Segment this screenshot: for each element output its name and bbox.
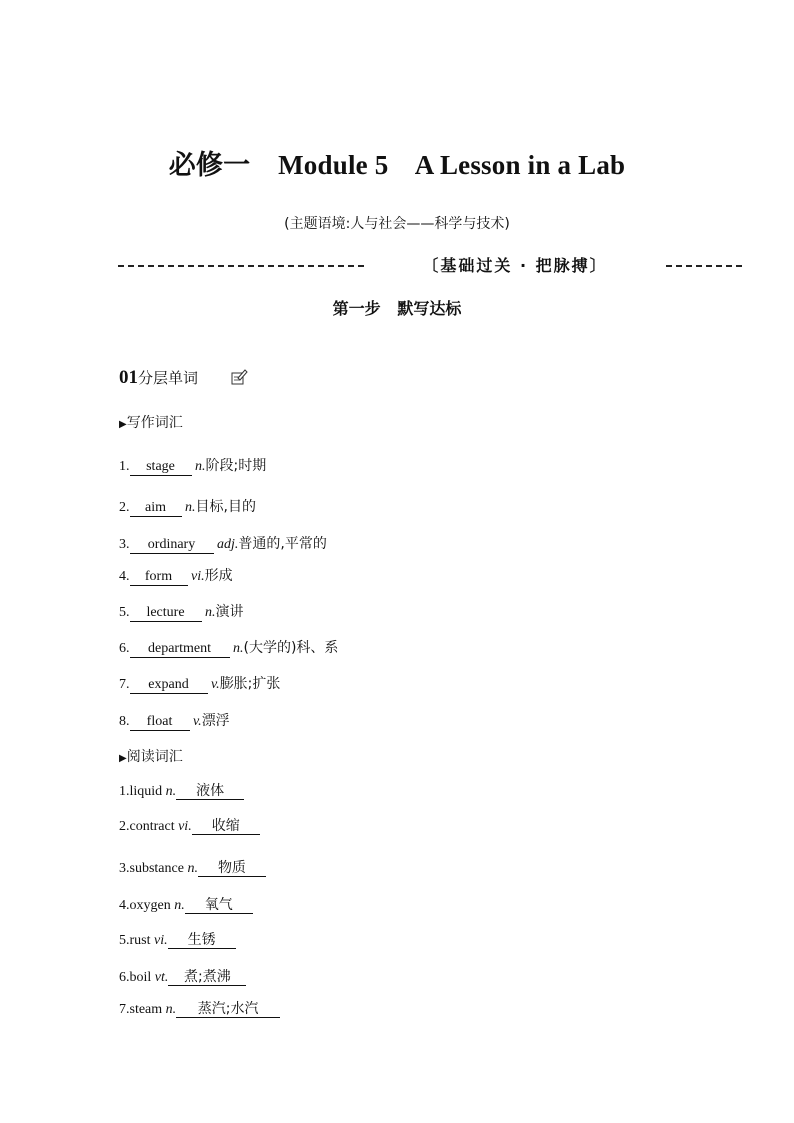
item-number: 7. <box>119 1002 130 1017</box>
reading-heading-label: 阅读词汇 <box>126 749 183 765</box>
reading-item <box>119 969 246 986</box>
meaning: 目标,目的 <box>195 499 256 515</box>
answer-blank[interactable]: aim <box>130 500 182 517</box>
title-part1: 必修一 <box>168 150 251 180</box>
writing-heading-label: 写作词汇 <box>126 415 183 431</box>
meaning: 普通的,平常的 <box>238 536 327 552</box>
item-number: 6. <box>119 970 130 985</box>
section-heading <box>119 367 198 389</box>
title-part3: A Lesson in a Lab <box>414 150 626 180</box>
divider-left <box>118 265 364 267</box>
banner-label: 〔基础过关 · 把脉搏〕 <box>422 256 608 275</box>
item-number: 3. <box>119 537 130 552</box>
word: liquid <box>129 784 163 799</box>
answer-blank[interactable]: department <box>130 641 230 658</box>
part-of-speech: n. <box>165 784 177 799</box>
answer-blank[interactable]: form <box>130 569 188 586</box>
meaning: 漂浮 <box>201 713 230 729</box>
part-of-speech: n. <box>205 605 216 620</box>
step-label: 第一步 <box>332 299 381 318</box>
item-number: 5. <box>119 933 130 948</box>
item-number: 3. <box>119 861 130 876</box>
part-of-speech: n. <box>233 641 244 656</box>
item-number: 1. <box>119 784 130 799</box>
triangle-icon: ▶ <box>119 753 127 764</box>
answer-blank[interactable]: ordinary <box>130 537 214 554</box>
writing-item <box>119 455 266 476</box>
word: oxygen <box>129 898 171 913</box>
reading-item <box>119 897 253 914</box>
meaning: 演讲 <box>215 604 244 620</box>
section-label: 分层单词 <box>138 369 199 387</box>
subtitle: (主题语境:人与社会——科学与技术) <box>284 216 510 232</box>
word: rust <box>129 933 151 948</box>
page-title <box>0 143 794 182</box>
writing-heading <box>119 412 183 432</box>
part-of-speech: n. <box>174 898 185 913</box>
section-number: 01 <box>119 367 138 388</box>
item-number: 4. <box>119 569 130 584</box>
word: boil <box>129 970 152 985</box>
writing-item <box>119 710 230 731</box>
reading-item <box>119 860 266 877</box>
divider-right <box>666 265 742 267</box>
reading-item <box>119 818 260 835</box>
step-heading <box>0 296 794 319</box>
writing-item <box>119 673 280 694</box>
triangle-icon: ▶ <box>119 419 127 430</box>
pencil-note-icon <box>230 368 248 386</box>
item-number: 1. <box>119 459 130 474</box>
item-number: 2. <box>119 500 130 515</box>
part-of-speech: vt. <box>154 970 169 985</box>
answer-blank[interactable]: 液体 <box>176 783 244 800</box>
meaning: 膨胀;扩张 <box>219 676 281 692</box>
answer-blank[interactable]: 生锈 <box>168 932 236 949</box>
part-of-speech: vi. <box>154 933 168 948</box>
answer-blank[interactable]: lecture <box>130 605 202 622</box>
meaning: 阶段;时期 <box>205 458 267 474</box>
part-of-speech: adj. <box>217 537 239 552</box>
item-number: 4. <box>119 898 130 913</box>
answer-blank[interactable]: expand <box>130 677 208 694</box>
step-title: 默写达标 <box>397 299 462 318</box>
writing-item <box>119 637 338 658</box>
word: steam <box>129 1002 163 1017</box>
item-number: 6. <box>119 641 130 656</box>
answer-blank[interactable]: 氧气 <box>185 897 253 914</box>
part-of-speech: n. <box>195 459 206 474</box>
meaning: (大学的)科、系 <box>243 640 339 656</box>
item-number: 8. <box>119 714 130 729</box>
answer-blank[interactable]: stage <box>130 459 192 476</box>
answer-blank[interactable]: 物质 <box>198 860 266 877</box>
answer-blank[interactable]: 蒸汽;水汽 <box>176 1001 280 1018</box>
item-number: 2. <box>119 819 130 834</box>
reading-item <box>119 783 244 800</box>
item-number: 5. <box>119 605 130 620</box>
word: substance <box>129 861 184 876</box>
part-of-speech: v. <box>211 677 220 692</box>
part-of-speech: vi. <box>191 569 205 584</box>
section-banner <box>118 253 624 279</box>
reading-item <box>119 932 236 949</box>
reading-item <box>119 1001 280 1018</box>
item-number: 7. <box>119 677 130 692</box>
answer-blank[interactable]: 煮;煮沸 <box>168 969 246 986</box>
writing-item <box>119 533 327 554</box>
reading-heading <box>119 746 183 766</box>
writing-item <box>119 601 244 622</box>
title-part2: Module 5 <box>278 150 389 180</box>
answer-blank[interactable]: 收缩 <box>192 818 260 835</box>
part-of-speech: vi. <box>178 819 192 834</box>
part-of-speech: v. <box>193 714 202 729</box>
part-of-speech: n. <box>185 500 196 515</box>
answer-blank[interactable]: float <box>130 714 190 731</box>
writing-item <box>119 565 233 586</box>
part-of-speech: n. <box>187 861 198 876</box>
part-of-speech: n. <box>165 1002 177 1017</box>
meaning: 形成 <box>204 568 233 584</box>
writing-item <box>119 496 256 517</box>
word: contract <box>129 819 175 834</box>
